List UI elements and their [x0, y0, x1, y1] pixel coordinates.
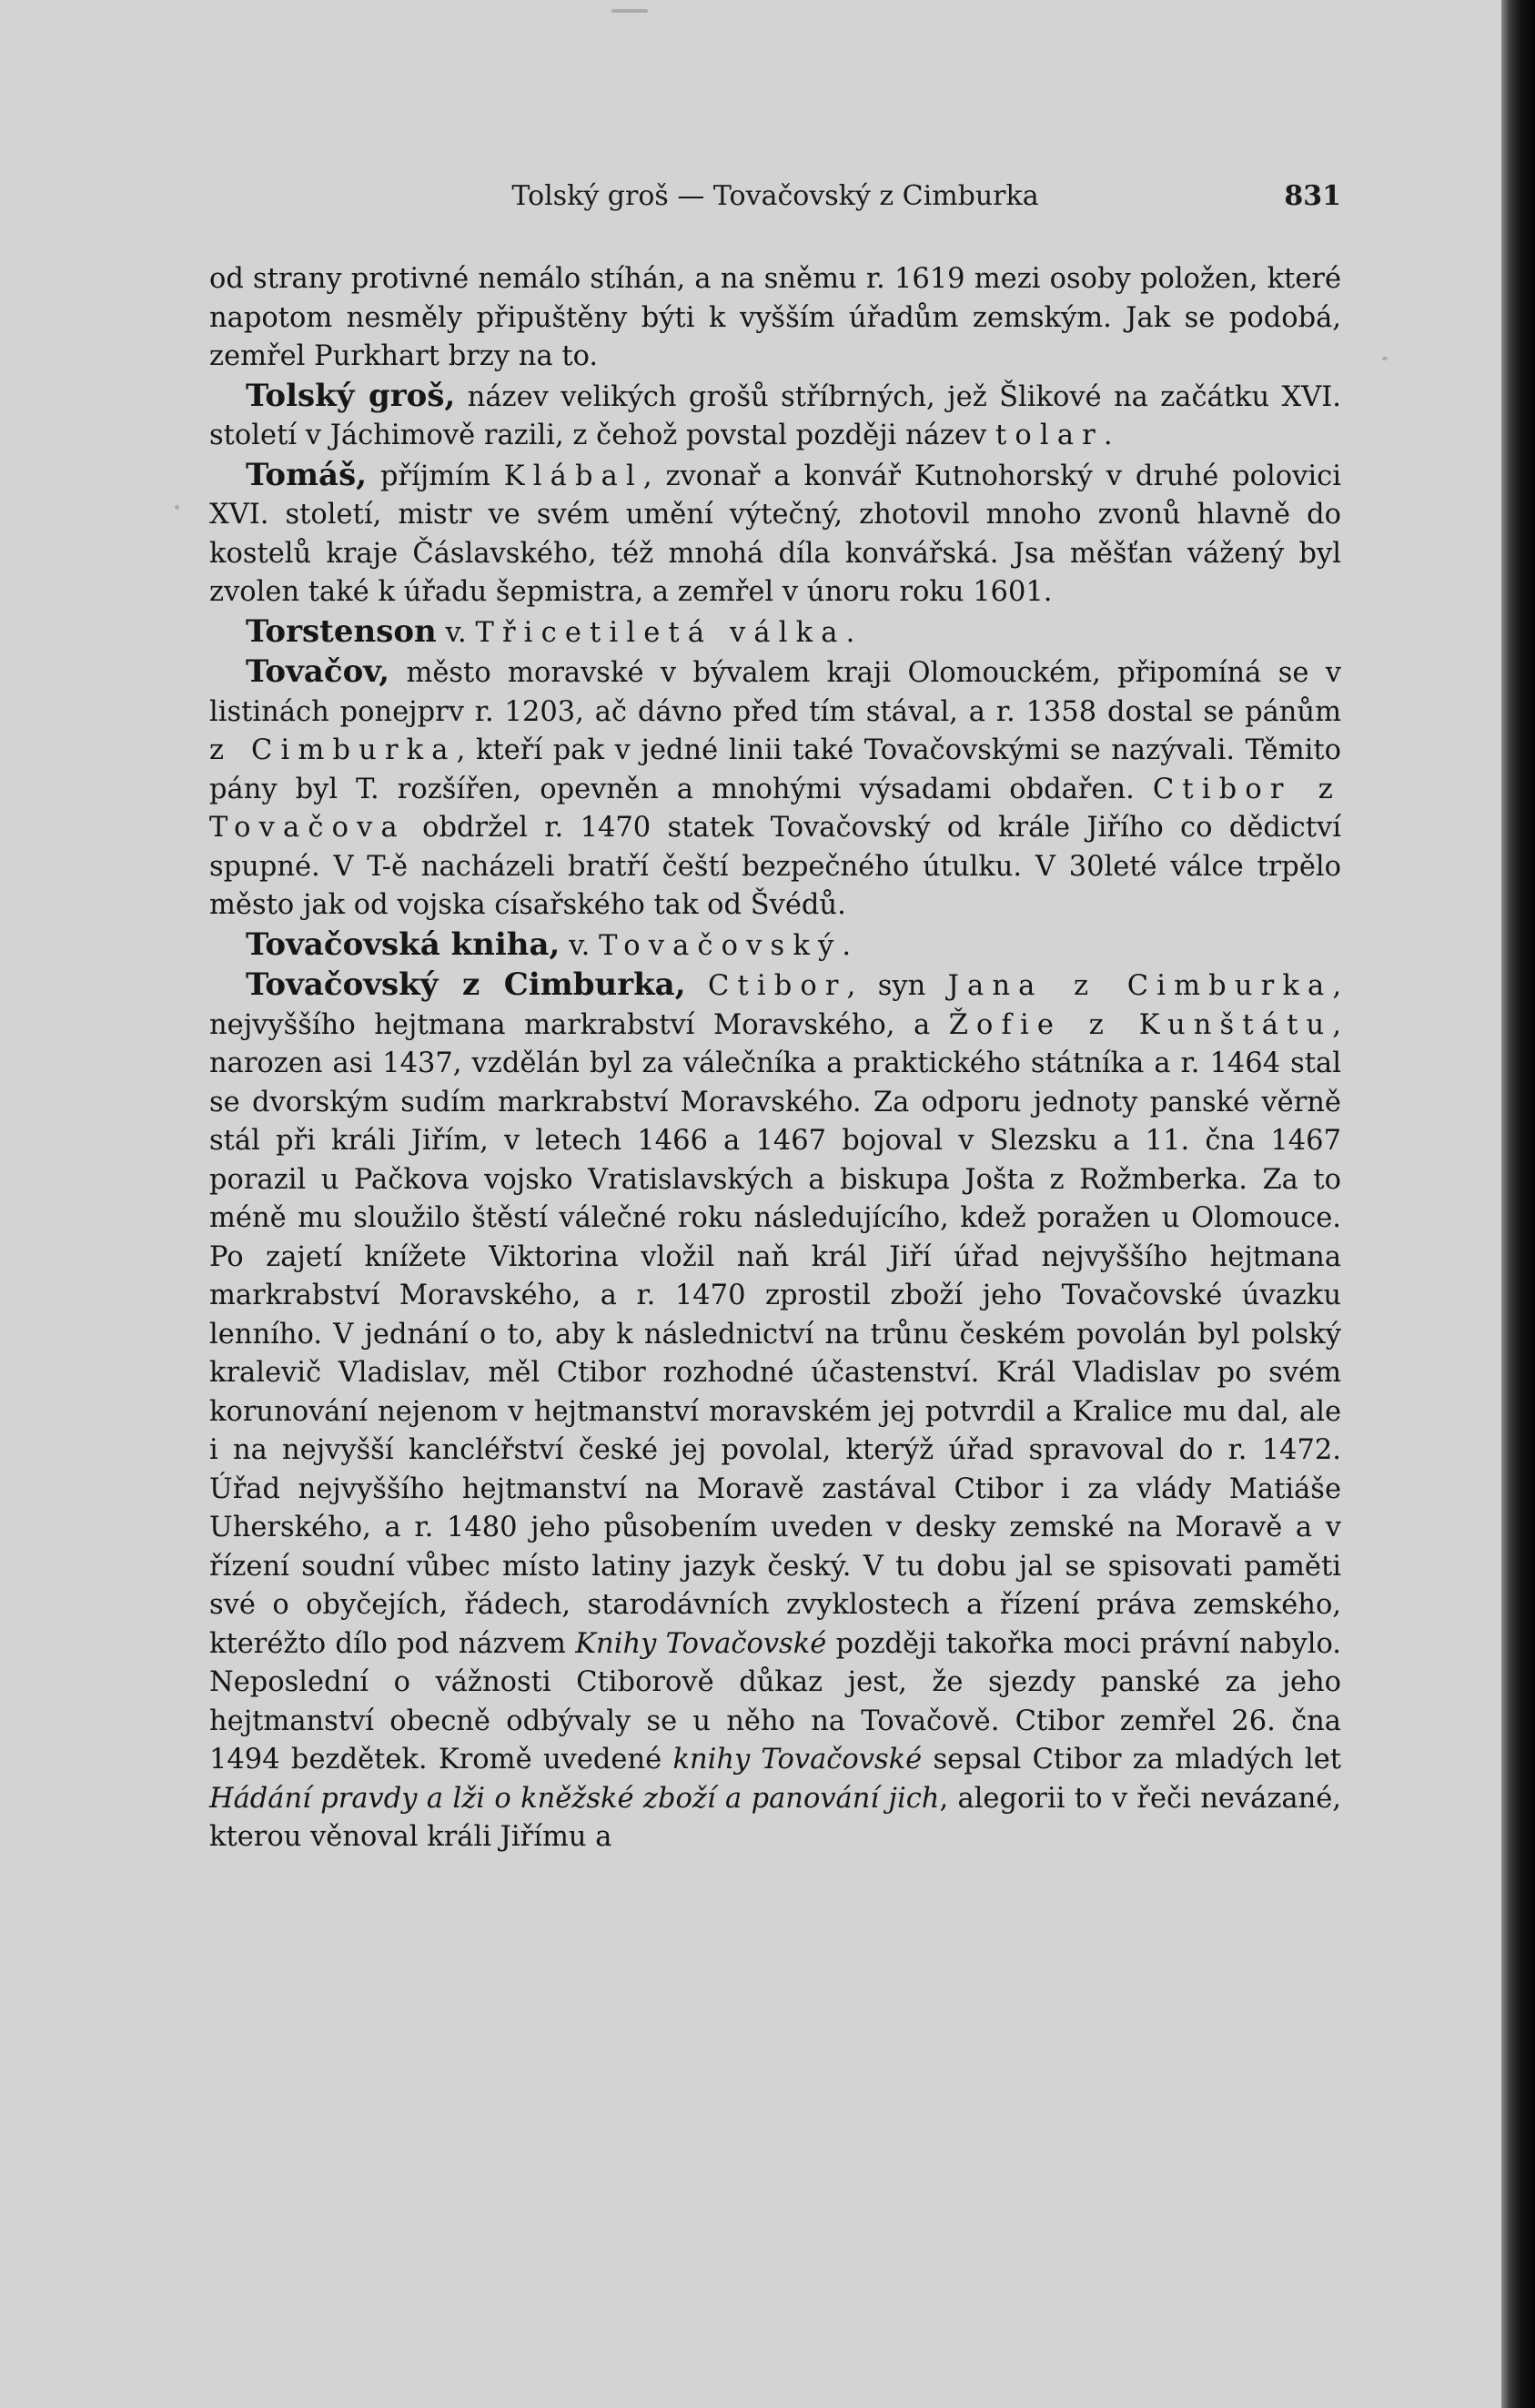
entry-headword: Torstenson	[246, 612, 437, 650]
entry-text: .	[1103, 420, 1113, 451]
entry-tomas	[209, 456, 1341, 612]
page-number: 831	[1284, 180, 1341, 212]
entry-text: od strany protivné nemálo stíhán, a na sněmu r. 1619 mezi osoby položen, které napotom nesměly připuštěny býti k vyšším úřadům zemským. Jak se podobá, zemřel Purkhart brzy na to.	[209, 263, 1341, 372]
entry-text: příjmím	[379, 460, 490, 492]
spaced-term: Ctibor	[707, 970, 847, 1002]
entry-text: , nejvyššího hejtmana markrabství Moravského, a	[209, 970, 1342, 1041]
scan-speck	[611, 9, 648, 13]
cross-reference: Třicetiletá válka	[475, 616, 846, 649]
scan-speck	[175, 505, 179, 510]
entry-continuation	[209, 260, 1341, 377]
entry-tolsky-gros	[209, 377, 1341, 456]
entry-tovacovska-kniha	[209, 926, 1341, 966]
entry-text: město moravské v bývalem kraji Olomouckém, připomíná se v listinách ponejprv r. 1203, ač dávno před tím stával, a r. 1358 dostal se pánům	[209, 657, 1341, 728]
entry-text: později takořka moci právní nabylo. Neposlední o vážnosti Ctiborově důkaz jest, že sjezdy panské za jeho hejtmanství obecně odbývaly se u něho na Tovačově. Ctibor zemřel 26. čna 1494 bezdětek. Kromě uvedené	[209, 1627, 1341, 1776]
entry-tovacov	[209, 653, 1341, 926]
entry-text: .	[842, 929, 852, 962]
entry-text: sepsal Ctibor za mladých let	[933, 1744, 1341, 1776]
italic-title: Hádání pravdy a lži o kněžské zboží a panování jich	[209, 1782, 940, 1815]
entry-text: v.	[445, 616, 467, 649]
entry-headword: Tolský groš,	[246, 377, 456, 414]
page-edge	[1501, 0, 1535, 2408]
spaced-term: Ctibor z Tovačova	[209, 773, 1341, 844]
entry-text: .	[845, 616, 855, 649]
spaced-term: Jana z Cimburka	[947, 970, 1333, 1002]
entry-headword: Tovačovský z Cimburka,	[246, 966, 686, 1003]
cross-reference: Tovačovský	[599, 929, 843, 962]
entry-text: název velikých grošů stříbrných, jež Šlikové na začátku XVI. století v Jáchimově razili, z čehož povstal později název	[209, 380, 1341, 451]
entry-text: , syn	[846, 970, 926, 1002]
entry-headword: Tovačov,	[246, 653, 390, 690]
italic-title: Knihy Tovačovské	[575, 1627, 827, 1660]
italic-title: knihy Tovačovské	[672, 1744, 923, 1776]
entry-tovacovsky	[209, 966, 1341, 1857]
entry-text: v.	[569, 929, 591, 962]
spaced-term: z Cimburka	[209, 734, 457, 766]
entry-text: , kteří pak v jedné linii také Tovačovskými se nazývali. Těmito pány byl T. rozšířen, opevněn a mnohými výsadami obdařen.	[209, 734, 1341, 805]
spaced-term: Klábal	[503, 460, 643, 492]
entry-headword: Tomáš,	[246, 456, 368, 493]
entry-torstenson	[209, 612, 1341, 653]
spaced-term: tolar	[995, 420, 1104, 451]
entry-text: , zvonař a konvář Kutnohorský v druhé polovici XVI. století, mistr ve svém umění výtečný, zhotovil mnoho zvonů hlavně do kostelů kraje Čáslavského, též mnohá díla konvářská. Jsa měšťan vážený byl zvolen také k úřadu šepmistra, a zemřel v únoru roku 1601.	[209, 460, 1341, 608]
running-title: Tolský groš — Tovačovský z Cimburka	[511, 180, 1039, 212]
scan-speck	[1382, 357, 1388, 360]
spaced-term: Žofie z Kunštátu	[948, 1008, 1333, 1041]
running-header	[209, 180, 1341, 220]
dictionary-text	[209, 260, 1341, 1857]
entry-text: , alegorii to v řeči nevázané, kterou věnoval králi Jiřímu a	[209, 1782, 1341, 1853]
entry-text: obdržel r. 1470 statek Tovačovský od krále Jiřího co dědictví spupné. V T-ě nacházeli bratří čeští bezpečného útulku. V 30leté válce trpělo město jak od vojska císařského tak od Švédů.	[209, 812, 1341, 921]
entry-headword: Tovačovská kniha,	[246, 926, 560, 963]
entry-text: , narozen asi 1437, vzdělán byl za válečníka a praktického státníka a r. 1464 stal se dvorským sudím markrabství Moravského. Za odporu jednoty panské věrně stál při králi Jiřím, v letech 1466 a 1467 bojoval v Slezsku a 11. čna 1467 porazil u Pačkova vojsko Vratislavských a biskupa Jošta z Rožmberka. Za to méně mu sloužilo štěstí válečné roku následujícího, kdež poražen u Olomouce. Po zajetí knížete Viktorina vložil naň král Jiří úřad nejvyššího hejtmana markrabství Moravského, a r. 1470 zprostil zboží jeho Tovačovské úvazku lenního. V jednání o to, aby k následnictví na trůnu českém povolán byl polský kralevič Vladislav, měl Ctibor rozhodné účastenství. Král Vladislav po svém korunování nejenom v hejtmanství moravském jej potvrdil a Kralice mu dal, ale i na nejvyšší kancléřství české jej povolal, kterýž úřad spravoval do r. 1472. Úřad nejvyššího hejtmanství na Moravě zastával Ctibor i za vlády Matiáše Uherského, a r. 1480 jeho působením uveden v desky zemské na Moravě a v řízení soudní vůbec místo latiny jazyk český. V tu dobu jal se spisovati paměti své o obyčejích, řádech, starodávních zvyklostech a řízení práva zemského, kteréžto dílo pod názvem	[209, 1008, 1341, 1660]
